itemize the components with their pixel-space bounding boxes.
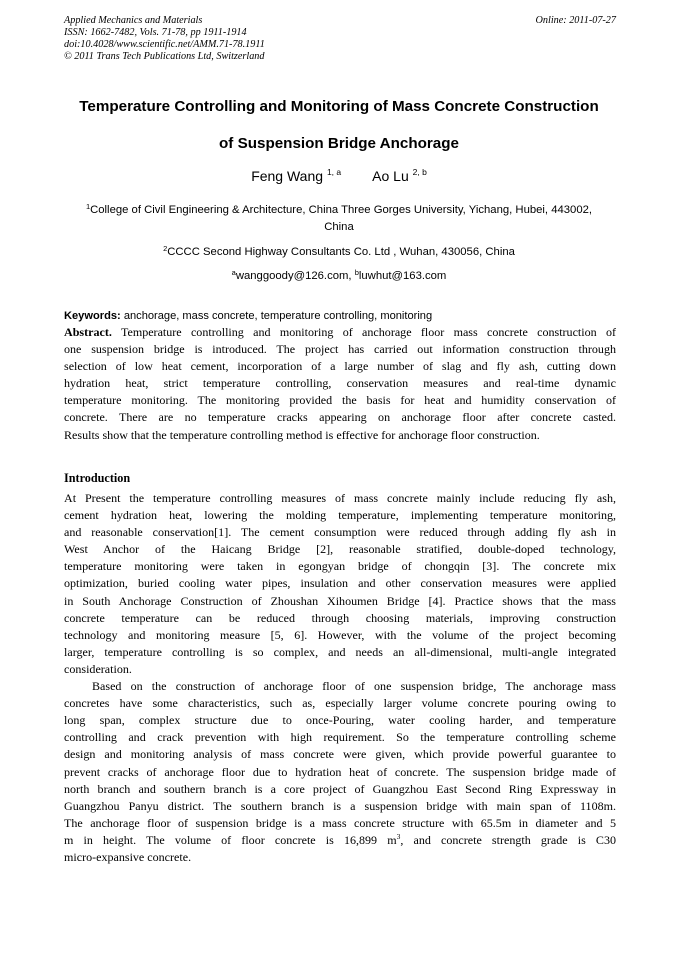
intro-line: consideration. (64, 661, 132, 676)
intro-line: and reasonable conservation[1]. The cement consumption were reduced through adding fly ash in (64, 525, 616, 540)
intro-line: design and monitoring analysis of mass concrete were given, which provide powerful guarantee to (64, 747, 616, 762)
affiliation-mark: 1 (85, 202, 91, 211)
affiliation-1-line-2: China (324, 221, 354, 233)
section-heading-introduction: Introduction (64, 471, 131, 485)
intro-line: long span, complex structure due to once-Pouring, water cooling harder, and temperature (64, 713, 616, 728)
author-name: Ao Lu (372, 168, 409, 184)
author-list (0, 166, 678, 186)
abstract-line: Abstract. Temperature controlling and monitoring of anchorage floor mass concrete construction of (64, 325, 617, 339)
intro-line: At Present the temperature controlling measures of mass concrete mainly include reducing fly ash, (64, 491, 616, 505)
affiliation-2-text: CCCC Second Highway Consultants Co. Ltd , Wuhan, 430056, China (167, 246, 515, 258)
intro-line: larger, temperature controlling is so complex, and needs an all-dimensional, multi-angle integrated (64, 644, 616, 659)
abstract-label: Abstract. (64, 325, 112, 339)
journal-header (64, 15, 616, 63)
introduction-body (64, 490, 616, 866)
intro-line: concretes have some characteristics, such as, especially larger volume concrete pouring owing to (64, 696, 616, 711)
intro-line: concrete temperature can be reduced through choosing materials, improving construction (64, 610, 616, 625)
email-b[interactable]: luwhut@163.com (358, 270, 447, 282)
title-line-1: Temperature Controlling and Monitoring of Mass Concrete Construction (79, 98, 599, 115)
abstract-line: one suspension bridge is introduced. The project has carried out information construction through (64, 342, 616, 357)
abstract-line: concrete. There are no temperature cracks appearing on anchorage floor after concrete casted. (64, 410, 616, 425)
abstract-paragraph (64, 324, 616, 444)
intro-line: m in height. The volume of floor concrete is 16,899 $m^3$, and concrete strength grade is C30 (64, 831, 616, 847)
author-affiliation-mark: 1, a (326, 167, 342, 177)
email-a[interactable]: wanggoody@126.com, (235, 270, 352, 282)
abstract-line: Results show that the temperature controlling method is effective for anchorage floor construction. (64, 427, 540, 442)
intro-line: The anchorage floor of suspension bridge is a mass concrete structure with 65.5m in diameter and 5 (64, 815, 616, 830)
title-line-2: of Suspension Bridge Anchorage (219, 135, 459, 152)
email-mark: a (231, 268, 236, 277)
intro-line: temperature monitoring were taken in egongyan bridge of chongqin [3]. The concrete mix (64, 559, 616, 574)
online-date: Online: 2011-07-27 (535, 15, 616, 26)
abstract-line: selection of low heat cement, incorporation of a large number of slag and fly ash, cutting down (64, 359, 616, 374)
email-mark: b (354, 268, 359, 277)
abstract-line: hydration heat, strict temperature controlling, conservation measures and real-time dynamic (64, 376, 616, 391)
intro-line: controlling and crack prevention with high requirement. So the temperature controlling scheme (64, 730, 616, 745)
intro-line: optimization, buried cooling water pipes, insulation and other conservation measures were applied (64, 576, 616, 591)
intro-line: technology and monitoring measure [5, 6]. However, with the volume of the project becoming (64, 627, 616, 642)
affiliation-1 (64, 202, 614, 236)
keywords-line (64, 308, 616, 324)
doi-line: doi:10.4028/www.scientific.net/AMM.71-78.1911 (64, 39, 265, 50)
intro-line: Based on the construction of anchorage floor of one suspension bridge, The anchorage mass (92, 679, 616, 694)
author-affiliation-mark: 2, b (412, 167, 427, 177)
journal-name: Applied Mechanics and Materials (64, 15, 203, 26)
intro-line: West Anchor of the Haicang Bridge [2], reasonable stratified, double-doped technology, (64, 542, 616, 557)
issn-line: ISSN: 1662-7482, Vols. 71-78, pp 1911-1914 (64, 27, 247, 38)
intro-line: north branch and southern branch is a core project of Guangzhou East Second Ring Expressway in (64, 781, 616, 796)
affiliation-2 (64, 244, 614, 261)
author-name: Feng Wang (251, 168, 324, 184)
intro-line: prevent cracks of anchorage floor due to hydration heat of concrete. The suspension bridge made of (64, 764, 616, 779)
keywords-text: anchorage, mass concrete, temperature controlling, monitoring (123, 310, 433, 322)
intro-line: cement hydration heat, lowering the molding temperature, implementing temperature monitoring, (64, 508, 616, 523)
intro-line: in South Anchorage Construction of Zhoushan Xihoumen Bridge [4]. Practice shows that the mass (64, 593, 616, 608)
keywords-label: Keywords: (64, 310, 121, 322)
superscript-3: 3 (396, 831, 401, 841)
paper-title (40, 88, 638, 162)
affiliation-mark: 2 (163, 244, 168, 253)
copyright-line: © 2011 Trans Tech Publications Ltd, Switzerland (64, 51, 265, 62)
affiliation-1-line-1: College of Civil Engineering & Architecture, China Three Gorges University, Yichang, Hubei, 443002, (90, 204, 593, 216)
intro-line: micro-expansive concrete. (64, 849, 192, 864)
email-line (64, 268, 614, 285)
intro-line: Guangzhou Panyu district. The southern branch is a suspension bridge with main span of 1108m. (64, 798, 616, 813)
abstract-line: temperature monitoring. The monitoring provided the basis for heat and humidity conservation of (64, 393, 616, 408)
